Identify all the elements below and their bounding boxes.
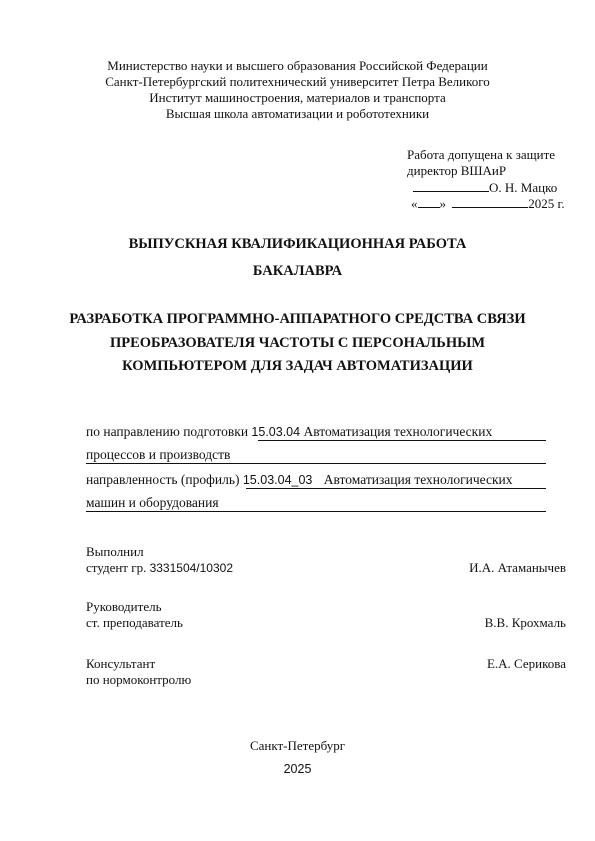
student-name: И.А. Атаманычев [469,560,566,575]
direction-row [86,424,492,440]
approval-line: Работа допущена к защите [407,147,556,162]
university-name: Санкт-Петербургский политехнический университет Петра Великого [105,74,490,89]
profile-name-1: Автоматизация технологических [323,472,513,487]
school-name: Высшая школа автоматизации и робототехники [165,106,430,121]
date-close-quote: » [439,196,446,211]
year: 2025 [283,762,312,776]
direction-name-1: Автоматизация технологических [303,424,493,439]
signature-blank [413,179,489,192]
topic-line-2: ПРЕОБРАЗОВАТЕЛЯ ЧАСТОТЫ С ПЕРСОНАЛЬНЫМ [109,335,486,351]
direction-underline-2 [86,463,546,464]
profile-label: направленность (профиль) [86,472,240,487]
date-open-quote: « [411,196,418,211]
student-role: Выполнил [86,544,144,559]
direction-name-2: процессов и производств [86,447,231,462]
approval-year: 2025 г. [528,196,565,211]
month-blank [452,195,528,208]
institute-name: Институт машиностроения, материалов и транспорта [149,90,446,105]
direction-underline-1 [258,440,546,441]
work-type-title: ВЫПУСКНАЯ КВАЛИФИКАЦИОННАЯ РАБОТА [128,236,467,252]
supervisor-role: Руководитель [86,599,162,614]
topic-line-3: КОМПЬЮТЕРОМ ДЛЯ ЗАДАЧ АВТОМАТИЗАЦИИ [122,358,473,374]
student-group: 3331504/10302 [149,561,233,575]
profile-code: 15.03.04_03 [242,473,313,487]
consultant-name: Е.А. Серикова [486,656,566,671]
profile-underline-1 [246,488,546,489]
supervisor-name: В.В. Крохмаль [484,615,566,630]
degree-title: БАКАЛАВРА [252,263,343,279]
profile-row [86,472,512,488]
day-blank [418,195,440,208]
profile-name-2: машин и оборудования [86,495,219,510]
consultant-position: по нормоконтролю [86,672,192,687]
student-position [86,560,233,576]
ministry-name: Министерство науки и высшего образования Российской Федерации [107,58,488,73]
direction-code: 15.03.04 [251,425,301,439]
approver-name: О. Н. Мацко [489,180,558,195]
approval-date-row [411,195,565,212]
direction-label: по направлению подготовки [86,424,249,439]
consultant-role: Консультант [86,656,156,671]
approval-signature-row [413,179,557,196]
city: Санкт-Петербург [249,738,346,753]
approval-director: директор ВШАиР [407,163,507,178]
student-position-label: студент гр. [86,560,147,575]
supervisor-position: ст. преподаватель [86,615,183,630]
topic-line-1: РАЗРАБОТКА ПРОГРАММНО-АППАРАТНОГО СРЕДСТВА СВЯЗИ [69,311,526,327]
profile-underline-2 [86,511,546,512]
